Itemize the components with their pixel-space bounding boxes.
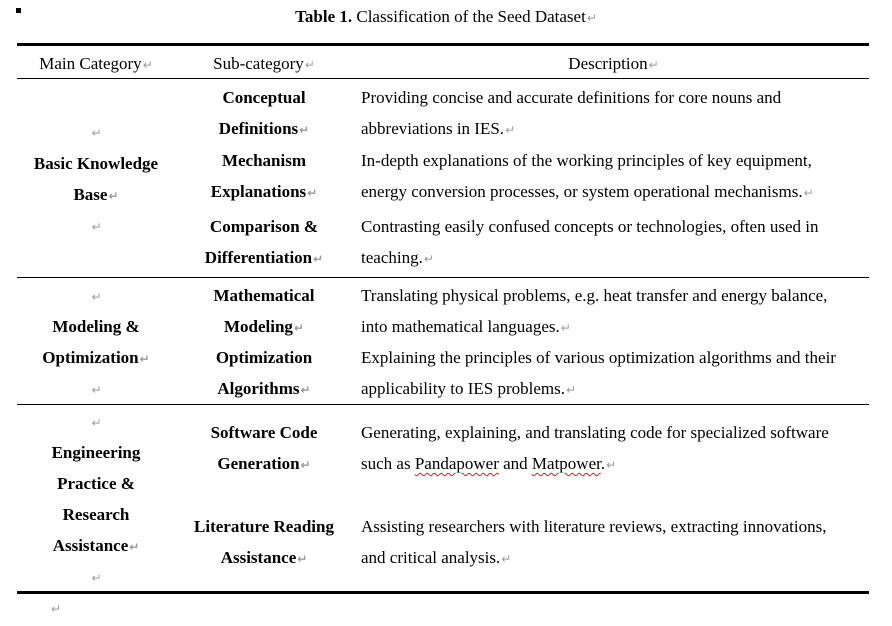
paragraph-mark-icon: ↵ bbox=[803, 186, 814, 200]
empty-paragraph bbox=[17, 373, 175, 406]
sub-category-comparison-differentiation: Comparison & Differentiation↵ bbox=[204, 217, 324, 267]
sub-category-mathematical-modeling: Mathematical Modeling↵ bbox=[213, 286, 315, 336]
main-category-engineering-practice: Engineering Practice & Research Assistance↵ bbox=[51, 443, 141, 555]
description-software-code-generation: Generating, explaining, and translating code for specialized software such as Pandapower and Matpower.↵ bbox=[361, 423, 829, 473]
group-divider-1 bbox=[17, 277, 869, 278]
paragraph-mark-icon: ↵ bbox=[423, 252, 434, 266]
main-category-modeling-optimization: Modeling & Optimization↵ bbox=[42, 317, 150, 367]
header-description: Description↵ bbox=[568, 54, 659, 73]
sub-category-conceptual-definitions: Conceptual Definitions↵ bbox=[218, 88, 310, 138]
description-conceptual-definitions: Providing concise and accurate definitions for core nouns and abbreviations in IES.↵ bbox=[361, 88, 782, 138]
caption-label: Table 1. bbox=[295, 7, 353, 26]
trailing-paragraph bbox=[50, 598, 61, 618]
empty-paragraph bbox=[17, 210, 175, 243]
spellcheck-flagged-word[interactable]: Pandapower bbox=[414, 454, 499, 473]
description-comparison-differentiation: Contrasting easily confused concepts or technologies, often used in teaching.↵ bbox=[361, 217, 819, 267]
paragraph-mark-icon: ↵ bbox=[560, 321, 571, 335]
paragraph-mark-icon: ↵ bbox=[313, 252, 324, 266]
paragraph-mark-icon: ↵ bbox=[300, 383, 311, 397]
table-caption bbox=[0, 7, 892, 28]
paragraph-mark-icon: ↵ bbox=[91, 416, 102, 430]
empty-paragraph bbox=[17, 280, 175, 313]
description-mathematical-modeling: Translating physical problems, e.g. heat transfer and energy balance, into mathematical languages.↵ bbox=[361, 286, 828, 336]
paragraph-mark-icon: ↵ bbox=[565, 383, 577, 397]
header-sub-category: Sub-category↵ bbox=[213, 54, 315, 73]
paragraph-mark-icon: ↵ bbox=[91, 290, 102, 304]
paragraph-mark-icon: ↵ bbox=[91, 126, 102, 140]
description-literature-reading-assistance: Assisting researchers with literature reviews, extracting innovations, and critical analysis.↵ bbox=[361, 517, 827, 567]
paragraph-mark-icon: ↵ bbox=[505, 123, 516, 137]
paragraph-mark-icon: ↵ bbox=[108, 189, 119, 203]
empty-paragraph bbox=[17, 116, 175, 149]
header-main-category: Main Category↵ bbox=[39, 54, 153, 73]
paragraph-mark-icon: ↵ bbox=[586, 11, 597, 25]
description-optimization-algorithms: Explaining the principles of various optimization algorithms and their applicability to IES problems.↵ bbox=[361, 348, 836, 398]
sub-category-mechanism-explanations: Mechanism Explanations↵ bbox=[210, 151, 318, 201]
spellcheck-flagged-word[interactable]: Matpower bbox=[531, 454, 601, 473]
paragraph-mark-icon: ↵ bbox=[91, 571, 102, 585]
sub-category-optimization-algorithms: Optimization Algorithms↵ bbox=[215, 348, 313, 398]
paragraph-mark-icon: ↵ bbox=[300, 458, 311, 472]
empty-paragraph bbox=[17, 406, 175, 439]
paragraph-mark-icon: ↵ bbox=[304, 58, 315, 72]
paragraph-mark-icon: ↵ bbox=[299, 123, 310, 137]
paragraph-mark-icon: ↵ bbox=[91, 383, 102, 397]
paragraph-mark-icon: ↵ bbox=[297, 552, 308, 566]
paragraph-mark-icon: ↵ bbox=[51, 602, 62, 616]
paragraph-mark-icon: ↵ bbox=[307, 186, 318, 200]
caption-title: Classification of the Seed Dataset bbox=[352, 7, 586, 26]
paragraph-mark-icon: ↵ bbox=[142, 58, 153, 72]
paragraph-mark-icon: ↵ bbox=[91, 220, 102, 234]
sub-category-literature-reading-assistance: Literature Reading Assistance↵ bbox=[194, 517, 334, 567]
paragraph-mark-icon: ↵ bbox=[139, 352, 150, 366]
paragraph-mark-icon: ↵ bbox=[501, 552, 512, 566]
main-category-basic-knowledge: Basic Knowledge Base↵ bbox=[33, 154, 159, 204]
paragraph-mark-icon: ↵ bbox=[129, 540, 140, 554]
description-mechanism-explanations: In-depth explanations of the working principles of key equipment, energy conversion processes, or system operational mechanisms.↵ bbox=[361, 151, 814, 201]
empty-paragraph bbox=[17, 561, 175, 594]
table-top-rule bbox=[17, 43, 869, 46]
sub-category-software-code-generation: Software Code Generation↵ bbox=[210, 423, 318, 473]
paragraph-mark-icon: ↵ bbox=[648, 58, 659, 72]
paragraph-mark-icon: ↵ bbox=[293, 321, 304, 335]
paragraph-mark-icon: ↵ bbox=[606, 458, 617, 472]
